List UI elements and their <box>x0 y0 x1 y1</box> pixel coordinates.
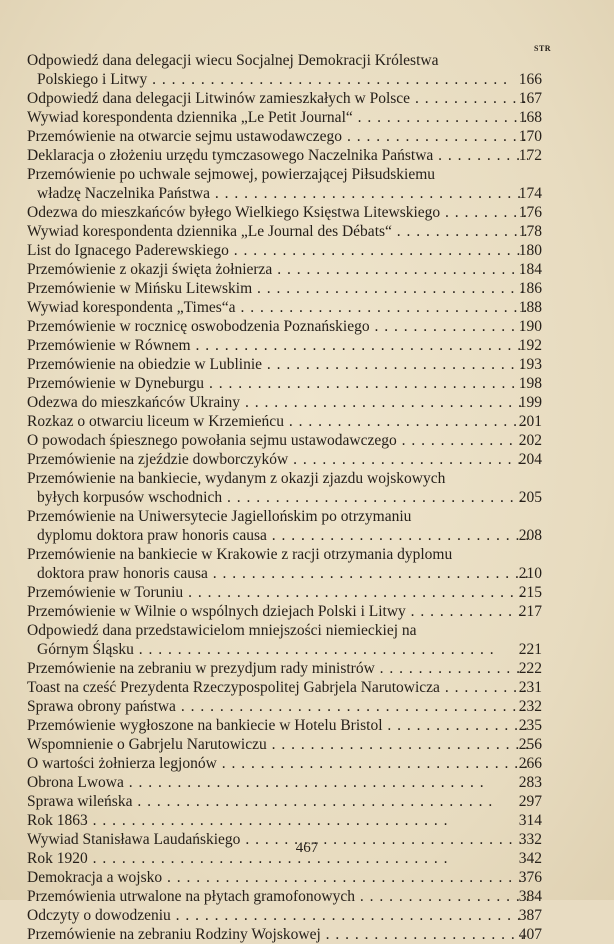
toc-entry-page: 266 <box>518 755 542 772</box>
toc-entry-title: Odpowiedź dana delegacji Litwinów zamieszkałych w Polsce . . <box>27 89 528 108</box>
toc-entry-line <box>0 431 614 450</box>
toc-entry-page: 190 <box>518 318 542 335</box>
toc-entry-page: 342 <box>518 850 542 867</box>
toc-entry <box>0 735 614 754</box>
toc-entry-line <box>0 450 614 469</box>
toc-entry-line <box>0 811 614 830</box>
toc-entry-page: 172 <box>518 147 542 164</box>
toc-entry-page: 184 <box>518 261 542 278</box>
toc-entry-page: 332 <box>518 831 542 848</box>
toc-entry-page: 235 <box>518 717 542 734</box>
toc-entry-line <box>0 545 614 564</box>
toc-entry-line <box>0 925 614 944</box>
toc-entry <box>0 260 614 279</box>
toc-entry-title: Przemówienie w Równem . . <box>27 336 528 355</box>
toc-entry-title: dyplomu doktora praw honoris causa . . <box>37 526 528 545</box>
toc-entry-page: 198 <box>518 375 542 392</box>
toc-entry-page: 387 <box>518 907 542 924</box>
toc-entry-line <box>0 868 614 887</box>
toc-entry-line <box>0 564 614 583</box>
toc-entry-line <box>0 298 614 317</box>
toc-entry-title: doktora praw honoris causa . . <box>37 564 528 583</box>
toc-entry-line <box>0 222 614 241</box>
toc-entry <box>0 773 614 792</box>
toc-entry-line <box>0 260 614 279</box>
toc-entry-title: Sprawa wileńska . . <box>27 792 528 811</box>
toc-entry <box>0 279 614 298</box>
page-column-header: STR <box>534 44 552 53</box>
toc-entry-line <box>0 393 614 412</box>
toc-entry <box>0 659 614 678</box>
toc-entry <box>0 602 614 621</box>
toc-entry <box>0 431 614 450</box>
toc-entry-page: 170 <box>518 128 542 145</box>
toc-entry-title: Odezwa do mieszkańców Ukrainy . . <box>27 393 528 412</box>
toc-entry <box>0 887 614 906</box>
toc-entry-line <box>0 374 614 393</box>
toc-entry-line <box>0 602 614 621</box>
toc-entry-title: Rok 1920 . . <box>27 849 528 868</box>
toc-entry-line <box>0 108 614 127</box>
toc-entry-title: Polskiego i Litwy . . <box>37 70 528 89</box>
toc-entry-line <box>0 469 614 488</box>
toc-entry-title: Wywiad korespondenta „Times“a . . <box>27 298 528 317</box>
toc-entry-title: władzę Naczelnika Państwa . . <box>37 184 528 203</box>
toc-entry <box>0 811 614 830</box>
toc-entry <box>0 507 614 545</box>
toc-entry <box>0 108 614 127</box>
toc-entry-page: 166 <box>518 71 542 88</box>
toc-entry-title: O wartości żołnierza legjonów . . <box>27 754 528 773</box>
toc-entry-page: 202 <box>518 432 542 449</box>
toc-entry-title: Przemówienie po uchwale sejmowej, powierzającej Piłsudskiemu <box>27 166 436 183</box>
toc-entry-title: Toast na cześć Prezydenta Rzeczypospolitej Gabrjela Narutowicza . . <box>27 678 528 697</box>
toc-entry-line <box>0 203 614 222</box>
toc-entry <box>0 374 614 393</box>
toc-entry <box>0 241 614 260</box>
toc-entry-line <box>0 89 614 108</box>
toc-entry-title: Obrona Lwowa . . <box>27 773 528 792</box>
toc-entry-line <box>0 735 614 754</box>
toc-entry-line <box>0 241 614 260</box>
toc-entry-title: Odpowiedź dana przedstawicielom mniejszości niemieckiej na <box>27 622 417 639</box>
toc-entry-line <box>0 773 614 792</box>
toc-entry-title: Odezwa do mieszkańców byłego Wielkiego Księstwa Litewskiego . . <box>27 203 528 222</box>
toc-entry-page: 407 <box>518 926 542 943</box>
toc-entry-title: Sprawa obrony państwa . . <box>27 697 528 716</box>
toc-entry-page: 217 <box>518 603 542 620</box>
toc-entry-title: byłych korpusów wschodnich . . <box>37 488 528 507</box>
toc-entry <box>0 393 614 412</box>
toc-entry-page: 210 <box>518 565 542 582</box>
toc-entry-page: 215 <box>518 584 542 601</box>
toc-entry-title: List do Ignacego Paderewskiego . . <box>27 241 528 260</box>
toc-entry-line <box>0 127 614 146</box>
toc-entry <box>0 621 614 659</box>
toc-entry-page: 283 <box>518 774 542 791</box>
toc-entry-page: 297 <box>518 793 542 810</box>
toc-entry-page: 376 <box>518 869 542 886</box>
toc-entry-title: Przemówienie na bankiecie, wydanym z okazji zjazdu wojskowych <box>27 470 446 487</box>
toc-entry-title: Wywiad korespondenta dziennika „Le Journal des Débats“ . . <box>27 222 528 241</box>
toc-entry-line <box>0 355 614 374</box>
toc-entry-page: 232 <box>518 698 542 715</box>
toc-entry-line <box>0 792 614 811</box>
toc-entry-line <box>0 51 614 70</box>
toc-entry-line <box>0 659 614 678</box>
toc-entry-line <box>0 621 614 640</box>
toc-entry-title: Przemówienie na bankiecie w Krakowie z racji otrzymania dyplomu <box>27 546 453 563</box>
toc-entry-page: 176 <box>518 204 542 221</box>
toc-entry-page: 178 <box>518 223 542 240</box>
toc-entry-page: 188 <box>518 299 542 316</box>
toc-entry-page: 168 <box>518 109 542 126</box>
toc-entry-title: Deklaracja o złożeniu urzędu tymczasowego Naczelnika Państwa . . <box>27 146 528 165</box>
toc-entry-title: Odpowiedź dana delegacji wiecu Socjalnej Demokracji Królestwa <box>27 52 439 69</box>
toc-entry-title: Rozkaz o otwarciu liceum w Krzemieńcu . . <box>27 412 528 431</box>
toc-entry-title: Przemówienie wygłoszone na bankiecie w Hotelu Bristol . . <box>27 716 528 735</box>
toc-entry <box>0 450 614 469</box>
toc-entry-line <box>0 336 614 355</box>
toc-entry-page: 199 <box>518 394 542 411</box>
toc-entry-title: Przemówienie na zebraniu Rodziny Wojskowej . . <box>27 925 528 944</box>
toc-entry <box>0 146 614 165</box>
toc-entry <box>0 412 614 431</box>
toc-entry-line <box>0 697 614 716</box>
toc-entry-line <box>0 906 614 925</box>
table-of-contents <box>0 51 614 944</box>
toc-entry-title: Przemówienie w rocznicę oswobodzenia Poznańskiego . . <box>27 317 528 336</box>
toc-entry-page: 186 <box>518 280 542 297</box>
toc-entry <box>0 51 614 89</box>
toc-entry <box>0 906 614 925</box>
toc-entry-title: Przemówienie na zjeździe dowborczyków . . <box>27 450 528 469</box>
toc-entry-line <box>0 526 614 545</box>
toc-entry-page: 384 <box>518 888 542 905</box>
toc-entry-page: 167 <box>518 90 542 107</box>
toc-entry <box>0 317 614 336</box>
toc-entry-title: Przemówienie w Dyneburgu . . <box>27 374 528 393</box>
toc-entry <box>0 165 614 203</box>
toc-entry-page: 314 <box>518 812 542 829</box>
toc-entry <box>0 754 614 773</box>
toc-entry-line <box>0 146 614 165</box>
toc-entry-line <box>0 887 614 906</box>
toc-entry-title: Przemówienie z okazji święta żołnierza . . <box>27 260 528 279</box>
toc-entry-page: 204 <box>518 451 542 468</box>
toc-entry-line <box>0 678 614 697</box>
toc-entry-page: 205 <box>518 489 542 506</box>
toc-entry-page: 192 <box>518 337 542 354</box>
toc-entry <box>0 545 614 583</box>
toc-entry-page: 221 <box>518 641 542 658</box>
toc-entry-page: 256 <box>518 736 542 753</box>
toc-entry-title: Przemówienie w Wilnie o wspólnych dziejach Polski i Litwy . . <box>27 602 528 621</box>
toc-entry <box>0 868 614 887</box>
toc-entry <box>0 469 614 507</box>
toc-entry <box>0 298 614 317</box>
toc-entry-title: Demokracja a wojsko . . <box>27 868 528 887</box>
toc-entry-line <box>0 317 614 336</box>
toc-entry-line <box>0 583 614 602</box>
toc-entry-title: Przemówienie na zebraniu w prezydjum rady ministrów . . <box>27 659 528 678</box>
toc-entry-line <box>0 754 614 773</box>
toc-entry <box>0 583 614 602</box>
toc-entry <box>0 697 614 716</box>
toc-entry <box>0 203 614 222</box>
toc-entry <box>0 336 614 355</box>
toc-entry <box>0 127 614 146</box>
toc-entry <box>0 792 614 811</box>
toc-entry <box>0 925 614 944</box>
toc-entry-line <box>0 716 614 735</box>
toc-entry-page: 180 <box>518 242 542 259</box>
toc-entry-title: Wspomnienie o Gabrjelu Narutowiczu . . <box>27 735 528 754</box>
toc-entry-line <box>0 488 614 507</box>
toc-entry-title: Przemówienie na otwarcie sejmu ustawodawczego . . <box>27 127 528 146</box>
toc-entry-line <box>0 70 614 89</box>
toc-entry-line <box>0 279 614 298</box>
toc-entry-title: Odczyty o dowodzeniu . . <box>27 906 528 925</box>
toc-entry-title: Przemówienie w Toruniu . . <box>27 583 528 602</box>
page-number: 467 <box>295 840 319 856</box>
toc-entry-title: Przemówienie w Mińsku Litewskim . . <box>27 279 528 298</box>
toc-entry-line <box>0 507 614 526</box>
toc-entry-title: Rok 1863 . . <box>27 811 528 830</box>
toc-entry <box>0 678 614 697</box>
toc-entry-title: Przemówienia utrwalone na płytach gramofonowych . . <box>27 887 528 906</box>
toc-entry-line <box>0 165 614 184</box>
toc-entry-page: 231 <box>518 679 542 696</box>
toc-entry-title: Wywiad korespondenta dziennika „Le Petit Journal“ . . <box>27 108 528 127</box>
toc-entry-title: Wywiad Stanisława Laudańskiego . . <box>27 830 528 849</box>
toc-entry-page: 201 <box>518 413 542 430</box>
toc-entry-page: 222 <box>518 660 542 677</box>
toc-entry-title: Przemówienie na Uniwersytecie Jagiellońskim po otrzymaniu <box>27 508 412 525</box>
toc-entry-line <box>0 184 614 203</box>
toc-entry-page: 208 <box>518 527 542 544</box>
toc-entry-line <box>0 640 614 659</box>
toc-entry-title: O powodach śpiesznego powołania sejmu ustawodawczego . . <box>27 431 528 450</box>
toc-entry <box>0 89 614 108</box>
toc-entry-title: Przemówienie na obiedzie w Lublinie . . <box>27 355 528 374</box>
toc-entry-line <box>0 412 614 431</box>
toc-entry-page: 174 <box>518 185 542 202</box>
toc-entry-title: Górnym Śląsku . . <box>37 640 528 659</box>
toc-entry <box>0 222 614 241</box>
toc-entry <box>0 716 614 735</box>
toc-entry <box>0 355 614 374</box>
toc-entry-page: 193 <box>518 356 542 373</box>
